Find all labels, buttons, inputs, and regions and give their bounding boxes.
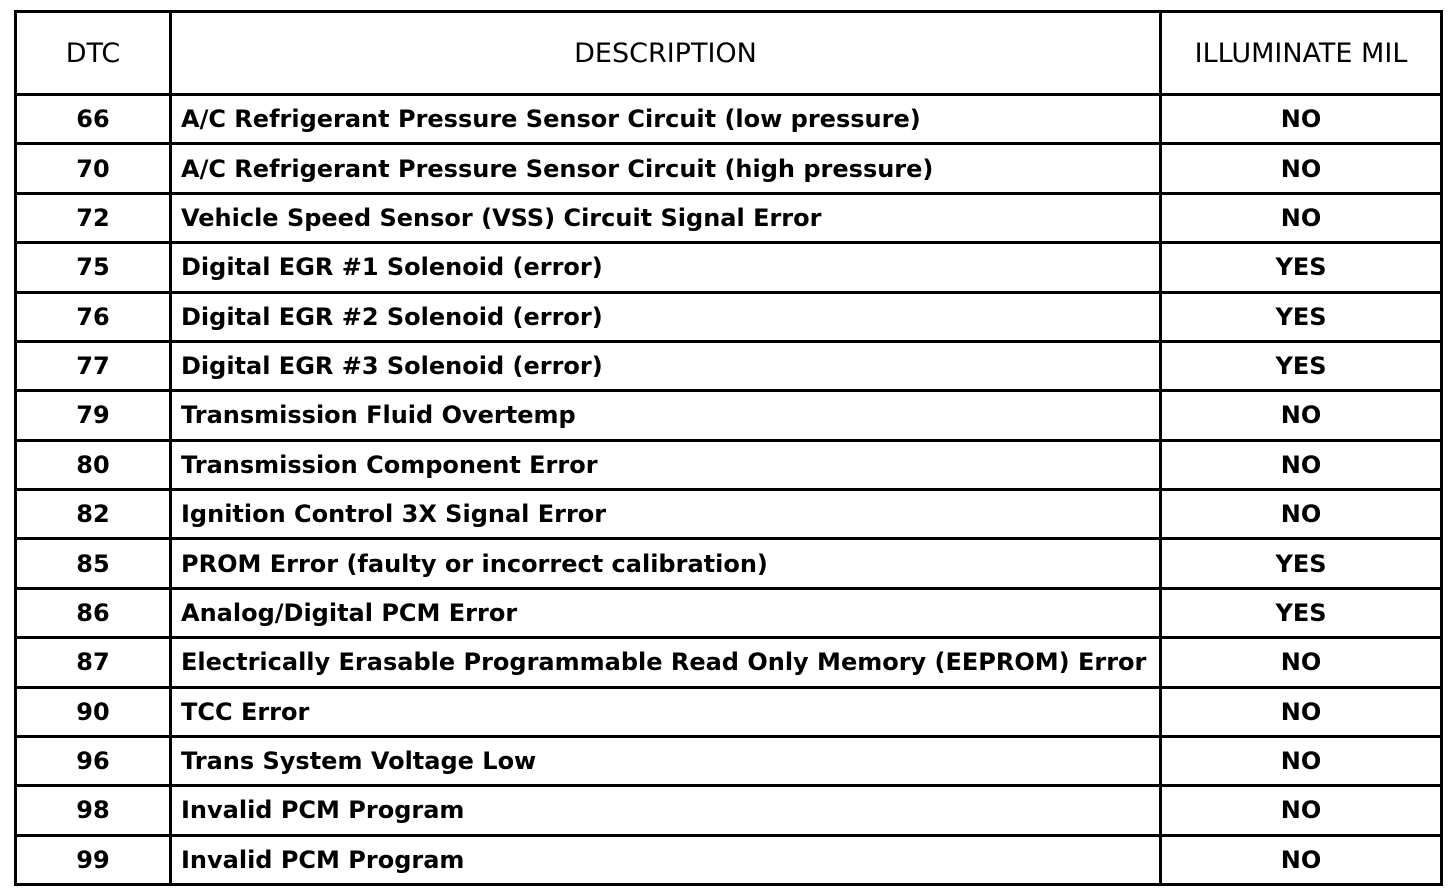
dtc-code-cell: 77 [16, 341, 171, 390]
dtc-code-cell: 99 [16, 835, 171, 884]
description-cell: Digital EGR #1 Solenoid (error) [171, 243, 1161, 292]
dtc-code-cell: 96 [16, 736, 171, 785]
dtc-code-cell: 75 [16, 243, 171, 292]
table-row [16, 736, 1442, 785]
illuminate-mil-cell: YES [1161, 539, 1442, 588]
illuminate-mil-cell: NO [1161, 391, 1442, 440]
table-row [16, 835, 1442, 884]
illuminate-mil-cell: NO [1161, 490, 1442, 539]
table-row [16, 341, 1442, 390]
description-cell: Ignition Control 3X Signal Error [171, 490, 1161, 539]
dtc-code-cell: 80 [16, 440, 171, 489]
description-cell: Transmission Fluid Overtemp [171, 391, 1161, 440]
illuminate-mil-cell: NO [1161, 440, 1442, 489]
description-cell: TCC Error [171, 687, 1161, 736]
description-cell: Analog/Digital PCM Error [171, 588, 1161, 637]
description-cell: PROM Error (faulty or incorrect calibration) [171, 539, 1161, 588]
dtc-code-cell: 72 [16, 193, 171, 242]
illuminate-mil-cell: NO [1161, 786, 1442, 835]
table-row [16, 243, 1442, 292]
illuminate-mil-cell: NO [1161, 736, 1442, 785]
header-dtc: DTC [16, 12, 171, 95]
illuminate-mil-cell: YES [1161, 292, 1442, 341]
illuminate-mil-cell: NO [1161, 193, 1442, 242]
illuminate-mil-cell: NO [1161, 638, 1442, 687]
description-cell: Digital EGR #3 Solenoid (error) [171, 341, 1161, 390]
table-row [16, 440, 1442, 489]
dtc-code-cell: 70 [16, 144, 171, 193]
dtc-code-cell: 79 [16, 391, 171, 440]
table-row [16, 638, 1442, 687]
table-row [16, 687, 1442, 736]
dtc-code-cell: 66 [16, 95, 171, 144]
table-row [16, 292, 1442, 341]
description-cell: A/C Refrigerant Pressure Sensor Circuit (high pressure) [171, 144, 1161, 193]
dtc-code-cell: 98 [16, 786, 171, 835]
description-cell: Vehicle Speed Sensor (VSS) Circuit Signal Error [171, 193, 1161, 242]
illuminate-mil-cell: NO [1161, 835, 1442, 884]
description-cell: Electrically Erasable Programmable Read Only Memory (EEPROM) Error [171, 638, 1161, 687]
description-cell: Digital EGR #2 Solenoid (error) [171, 292, 1161, 341]
header-row [16, 12, 1442, 95]
description-cell: Invalid PCM Program [171, 786, 1161, 835]
table-row [16, 786, 1442, 835]
table-header [16, 12, 1442, 95]
description-cell: A/C Refrigerant Pressure Sensor Circuit (low pressure) [171, 95, 1161, 144]
table-body [16, 95, 1442, 885]
illuminate-mil-cell: NO [1161, 144, 1442, 193]
dtc-code-cell: 87 [16, 638, 171, 687]
dtc-code-cell: 82 [16, 490, 171, 539]
description-cell: Transmission Component Error [171, 440, 1161, 489]
header-description: DESCRIPTION [171, 12, 1161, 95]
table-row [16, 95, 1442, 144]
dtc-code-cell: 76 [16, 292, 171, 341]
table-row [16, 588, 1442, 637]
table-row [16, 539, 1442, 588]
table-row [16, 490, 1442, 539]
table-row [16, 391, 1442, 440]
illuminate-mil-cell: NO [1161, 687, 1442, 736]
table-row [16, 193, 1442, 242]
dtc-code-cell: 86 [16, 588, 171, 637]
table-row [16, 144, 1442, 193]
dtc-table [14, 10, 1443, 886]
illuminate-mil-cell: NO [1161, 95, 1442, 144]
header-illuminate-mil: ILLUMINATE MIL [1161, 12, 1442, 95]
illuminate-mil-cell: YES [1161, 341, 1442, 390]
illuminate-mil-cell: YES [1161, 243, 1442, 292]
description-cell: Trans System Voltage Low [171, 736, 1161, 785]
illuminate-mil-cell: YES [1161, 588, 1442, 637]
description-cell: Invalid PCM Program [171, 835, 1161, 884]
dtc-code-cell: 85 [16, 539, 171, 588]
dtc-code-cell: 90 [16, 687, 171, 736]
